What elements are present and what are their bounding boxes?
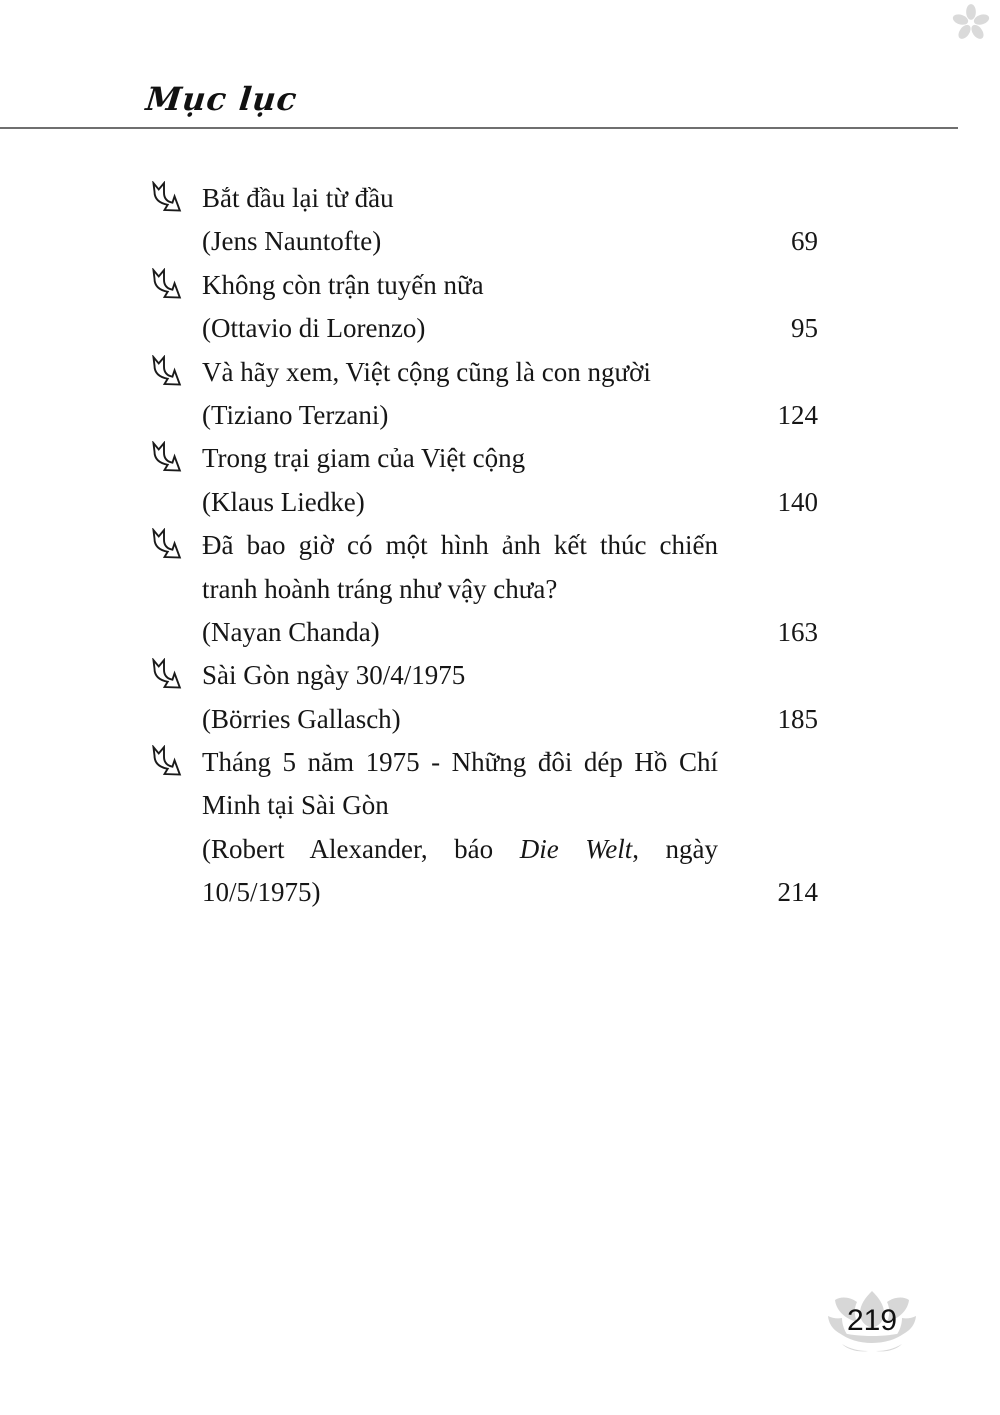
toc-line	[0, 220, 1000, 263]
toc-entry-author: (Börries Gallasch)	[202, 703, 401, 734]
publication-name: Die Welt	[519, 833, 633, 864]
toc-line	[0, 654, 1000, 697]
toc-line	[0, 828, 1000, 871]
flower-ornament-icon	[950, 2, 992, 49]
author-text-pre: (Robert Alexander, báo	[202, 833, 520, 864]
toc-line	[0, 481, 1000, 524]
toc-line	[0, 698, 1000, 741]
toc-line	[0, 437, 1000, 480]
author-text-post: , ngày	[632, 833, 718, 864]
table-of-contents	[0, 177, 1000, 915]
folio-page-number: 219	[846, 1304, 898, 1337]
header-rule	[0, 127, 958, 129]
page-title: Mục lục	[144, 80, 300, 118]
toc-line	[0, 177, 1000, 220]
page-footer	[826, 1286, 918, 1356]
toc-entry-title: Và hãy xem, Việt cộng cũng là con người	[202, 356, 651, 387]
toc-line	[0, 611, 1000, 654]
toc-entry-author: (Tiziano Terzani)	[202, 399, 389, 430]
toc-line	[0, 784, 1000, 827]
toc-entry-author-continued: 10/5/1975)	[202, 877, 321, 908]
toc-line	[0, 741, 1000, 784]
toc-entry-title: Bắt đầu lại từ đầu	[202, 183, 394, 213]
toc-line	[0, 871, 1000, 914]
toc-line	[0, 524, 1000, 567]
toc-entry-page-number: 95	[791, 313, 818, 344]
toc-entry-page-number: 163	[777, 616, 818, 647]
toc-entry-page-number: 214	[777, 877, 818, 908]
toc-entry-page-number: 69	[791, 226, 818, 257]
toc-entry-title: Tháng 5 năm 1975 - Những đôi dép Hồ Chí	[202, 747, 718, 778]
toc-entry-author: (Klaus Liedke)	[202, 486, 365, 517]
toc-entry-author: (Jens Nauntofte)	[202, 226, 382, 257]
toc-entry-title-continued: tranh hoành tráng như vậy chưa?	[202, 573, 558, 604]
toc-entry-page-number: 185	[777, 703, 818, 734]
toc-entry-page-number: 140	[777, 486, 818, 517]
toc-entry-author: (Ottavio di Lorenzo)	[202, 313, 426, 344]
toc-entry-title-continued: Minh tại Sài Gòn	[202, 790, 389, 821]
toc-line	[0, 394, 1000, 437]
toc-entry-title: Đã bao giờ có một hình ảnh kết thúc chiến	[202, 530, 718, 561]
toc-entry-title: Sài Gòn ngày 30/4/1975	[202, 660, 466, 691]
toc-line	[0, 307, 1000, 350]
toc-entry-title: Trong trại giam của Việt cộng	[202, 443, 526, 474]
toc-entry-author	[202, 828, 718, 871]
toc-line	[0, 264, 1000, 307]
toc-entry-author: (Nayan Chanda)	[202, 616, 380, 647]
toc-line	[0, 568, 1000, 611]
toc-entry-title: Không còn trận tuyến nữa	[202, 269, 484, 300]
toc-line	[0, 351, 1000, 394]
toc-entry-page-number: 124	[777, 399, 818, 430]
